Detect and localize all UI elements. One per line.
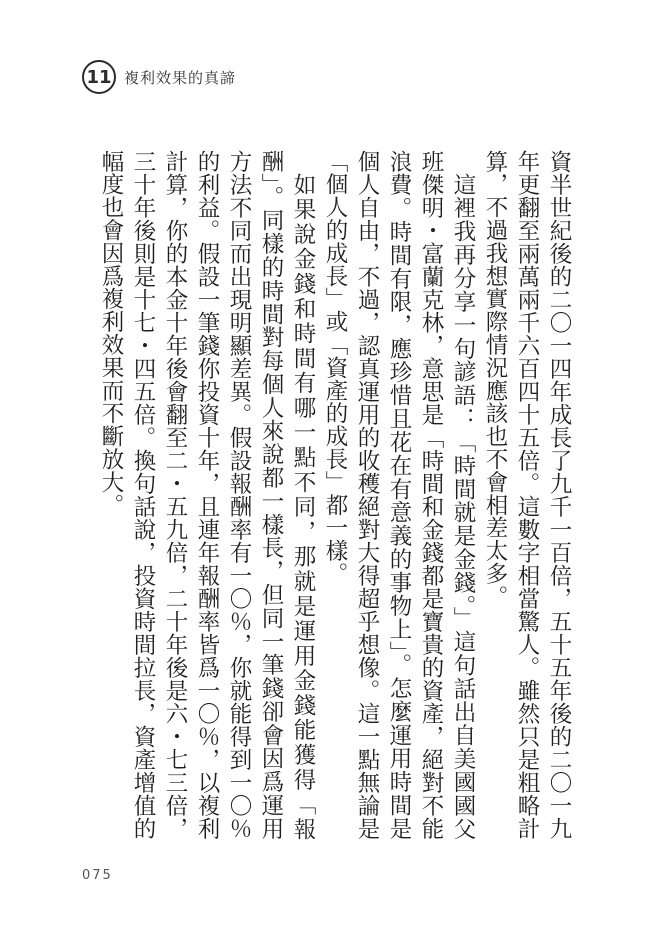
body-text (98, 150, 575, 840)
page-number: 075 (82, 868, 113, 883)
paragraph-1: 資半世紀後的二〇一四年成長了九千一百倍，五十五年後的二〇一九年更翻至兩萬兩千六百四十五倍。這數字相當驚人。雖然只是粗略計算，不過我想實際情況應該也不會相差太多。 (482, 150, 572, 840)
paragraph-2: 這裡我再分享一句諺語：「時間就是金錢。」這句話出自美國國父班傑明・富蘭克林，意思是「時間和金錢都是寶貴的資產，絕對不能浪費。時間有限，應珍惜且花在有意義的事物上」。怎麼運用時間是個人自由，不過，認真運用的收穫絕對大得超乎想像。這一點無論是「個人的成長」或「資產的成長」都一樣。 (322, 150, 476, 840)
chapter-title: 複利效果的真諦 (124, 68, 237, 87)
paragraph-3: 如果說金錢和時間有哪一點不同，那就是運用金錢能獲得「報酬」。同樣的時間對每個人來說都一樣長，但同一筆錢卻會因爲運用方法不同而出現明顯差異。假設報酬率有一〇％，你就能得到一〇％的利益。假設一筆錢你投資十年，且連年報酬率皆爲一〇％，以複利計算，你的本金十年後會翻至二・五九倍，二十年後是六・七三倍，三十年後則是十七・四五倍。換句話說，投資時間拉長，資產增值的幅度也會因爲複利效果而不斷放大。 (98, 150, 316, 840)
chapter-number-badge: 11 (82, 60, 116, 94)
chapter-header (82, 60, 236, 94)
